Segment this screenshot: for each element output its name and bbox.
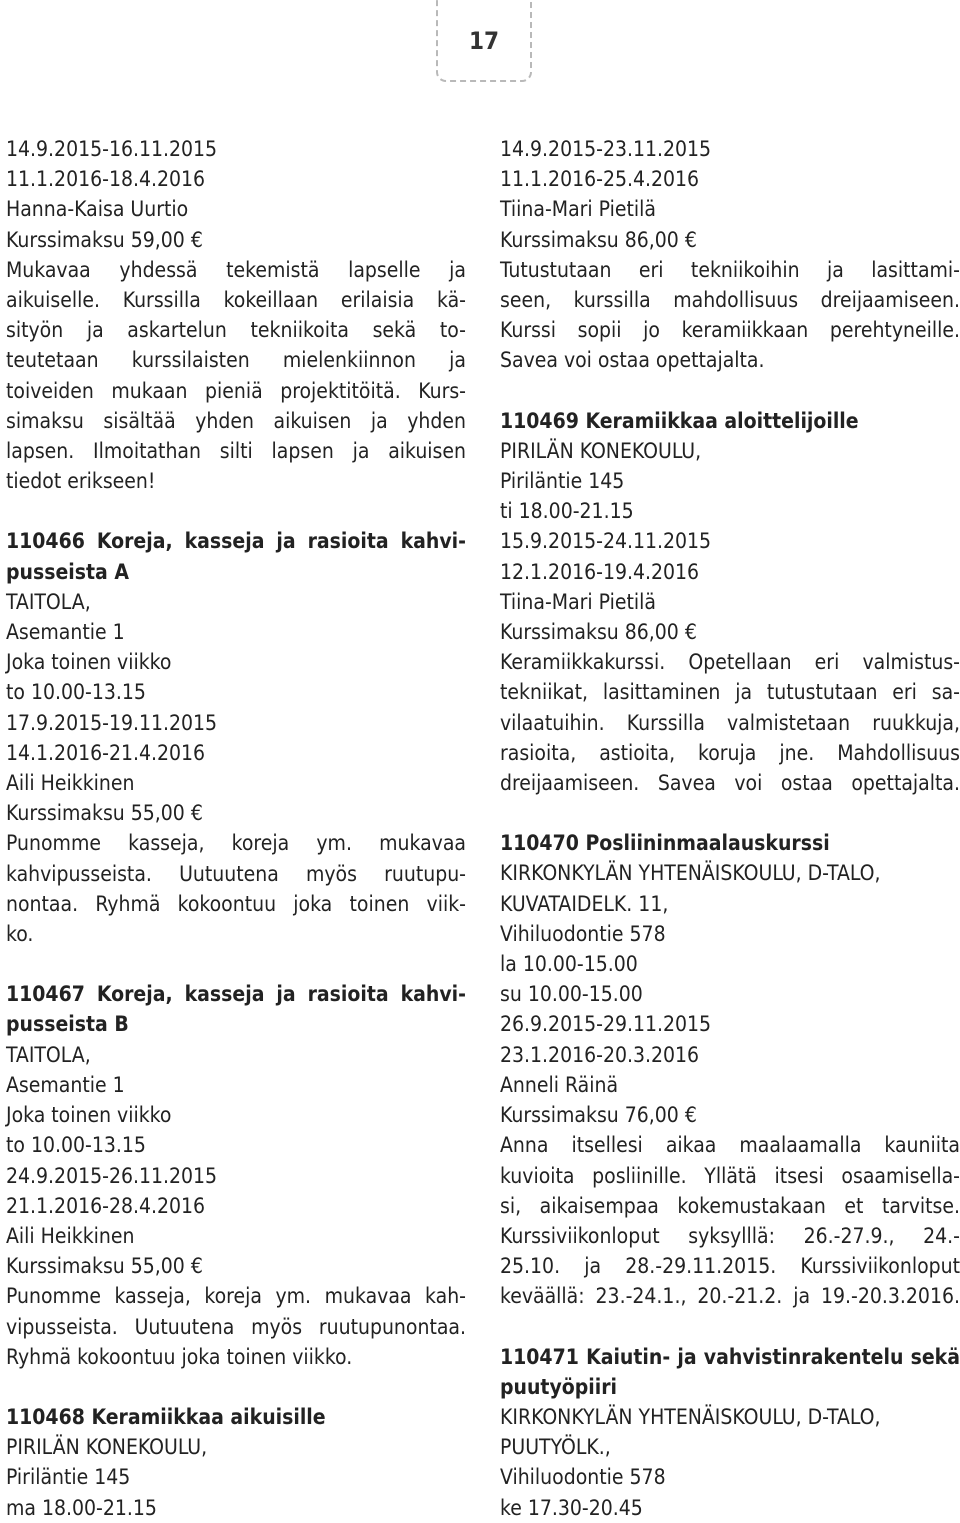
course-110471-details xyxy=(500,1402,960,1523)
text-line: KIRKONKYLÄN YHTENÄISKOULU, D-TALO, xyxy=(500,1404,881,1429)
course-110468-title xyxy=(6,1402,466,1432)
text-line: 15.9.2015-24.11.2015 xyxy=(500,529,712,554)
course-110471-title xyxy=(500,1342,960,1402)
text-line: ma 18.00-21.15 xyxy=(6,1495,157,1520)
text-line: Kurssimaksu 86,00 € xyxy=(500,620,697,645)
text-line: PIRILÄN KONEKOULU, xyxy=(6,1435,208,1460)
text-line: ko. xyxy=(6,922,34,947)
text-line: Ryhmä kokoontuu joka toinen viikko. xyxy=(6,1344,353,1369)
course-title-line: 110466 Koreja, kasseja ja rasioita kahvi- xyxy=(6,529,466,554)
text-line: 12.1.2016-19.4.2016 xyxy=(500,559,700,584)
text-line: Kurssimaksu 86,00 € xyxy=(500,227,697,252)
page-number-box xyxy=(436,0,532,82)
text-line: Keramiikkakurssi. Opetellaan eri valmistus- xyxy=(500,650,960,675)
course-110468-details xyxy=(6,1432,466,1523)
text-line: si, aikaisempaa kokemustakaan et tarvitse. xyxy=(500,1193,960,1218)
text-line: teutetaan kurssilaisten mielenkiinnon ja xyxy=(6,348,466,373)
text-line: rasioita, astioita, koruja jne. Mahdollisuus xyxy=(500,740,960,765)
text-line: simaksu sisältää yhden aikuisen ja yhden xyxy=(6,408,466,433)
text-line: la 10.00-15.00 xyxy=(500,952,638,977)
text-line: TAITOLA, xyxy=(6,589,91,614)
right-column xyxy=(500,134,960,1523)
course-110470-title xyxy=(500,828,960,858)
text-line: su 10.00-15.00 xyxy=(500,982,643,1007)
text-line: 23.1.2016-20.3.2016 xyxy=(500,1042,700,1067)
text-line: vilaatuihin. Kurssilla valmistetaan ruukkuja, xyxy=(500,710,960,735)
text-line: Vihiluodontie 578 xyxy=(500,921,666,946)
text-line: Kurssimaksu 59,00 € xyxy=(6,227,203,252)
text-line: Piriläntie 145 xyxy=(6,1465,131,1490)
text-line: Punomme kasseja, koreja ym. mukavaa kah- xyxy=(6,1284,466,1309)
text-line: tekniikat, lasittaminen ja tutustutaan eri sa- xyxy=(500,680,960,705)
text-line: TAITOLA, xyxy=(6,1042,91,1067)
text-line: ti 18.00-21.15 xyxy=(500,499,634,524)
text-line: tiedot erikseen! xyxy=(6,469,156,494)
course-intro-right xyxy=(500,134,960,376)
text-line: Kurssimaksu 55,00 € xyxy=(6,1254,203,1279)
text-line: 14.1.2016-21.4.2016 xyxy=(6,740,206,765)
text-line: sityön ja askartelun tekniikoita sekä to- xyxy=(6,318,466,343)
text-line: Savea voi ostaa opettajalta. xyxy=(500,348,765,373)
text-line: Kurssimaksu 76,00 € xyxy=(500,1103,697,1128)
text-line: Piriläntie 145 xyxy=(500,469,625,494)
text-line: Joka toinen viikko xyxy=(6,1103,172,1128)
text-line: 21.1.2016-28.4.2016 xyxy=(6,1193,206,1218)
course-110467-details xyxy=(6,1040,466,1372)
text-line: 11.1.2016-25.4.2016 xyxy=(500,167,700,192)
course-title-line: 110470 Posliininmaalauskurssi xyxy=(500,831,830,856)
course-title-line: 110468 Keramiikkaa aikuisille xyxy=(6,1404,326,1429)
text-line: lapsen. Ilmoitathan silti lapsen ja aikuisen xyxy=(6,439,466,464)
text-line: seen, kurssilla mahdollisuus dreijaamiseen. xyxy=(500,288,960,313)
text-line: aikuiselle. Kurssilla kokeillaan erilaisia kä- xyxy=(6,288,466,313)
text-line: Tiina-Mari Pietilä xyxy=(500,589,656,614)
text-line: Aili Heikkinen xyxy=(6,771,135,796)
text-line: Asemantie 1 xyxy=(6,1072,125,1097)
left-column xyxy=(6,134,466,1523)
page-number: 17 xyxy=(468,27,500,55)
course-110469-title xyxy=(500,406,960,436)
text-line: Anneli Räinä xyxy=(500,1072,619,1097)
text-line: vipusseista. Uutuutena myös ruutupunontaa. xyxy=(6,1314,466,1339)
text-line: Tiina-Mari Pietilä xyxy=(500,197,656,222)
text-line: Tutustutaan eri tekniikoihin ja lasittami- xyxy=(500,257,960,282)
text-line: Kurssi sopii jo keramiikkaan perehtyneille. xyxy=(500,318,960,343)
text-line: Kurssimaksu 55,00 € xyxy=(6,801,203,826)
course-title-line: 110471 Kaiutin- ja vahvistinrakentelu sekä xyxy=(500,1344,960,1369)
text-line: 17.9.2015-19.11.2015 xyxy=(6,710,218,735)
course-title-line: 110469 Keramiikkaa aloittelijoille xyxy=(500,408,859,433)
text-line: Asemantie 1 xyxy=(6,620,125,645)
text-line: kahvipusseista. Uutuutena myös ruutupu- xyxy=(6,861,466,886)
course-title-line: pusseista B xyxy=(6,1012,129,1037)
text-line: Punomme kasseja, koreja ym. mukavaa xyxy=(6,831,466,856)
text-line: nontaa. Ryhmä kokoontuu joka toinen viik- xyxy=(6,891,466,916)
text-line: Joka toinen viikko xyxy=(6,650,172,675)
course-110466-title xyxy=(6,526,466,586)
text-line: PIRILÄN KONEKOULU, xyxy=(500,438,702,463)
course-title-line: puutyöpiiri xyxy=(500,1374,618,1399)
text-line: dreijaamiseen. Savea voi ostaa opettajalta. xyxy=(500,771,960,796)
text-line: toiveiden mukaan pieniä projektitöitä. Kurs- xyxy=(6,378,466,403)
text-line: 14.9.2015-23.11.2015 xyxy=(500,137,712,161)
course-110467-title xyxy=(6,979,466,1039)
text-line: keväällä: 23.-24.1., 20.-21.2. ja 19.-20.3.2016. xyxy=(500,1284,960,1309)
text-line: Hanna-Kaisa Uurtio xyxy=(6,197,189,222)
text-line: 14.9.2015-16.11.2015 xyxy=(6,137,218,161)
text-line: Aili Heikkinen xyxy=(6,1223,135,1248)
text-line: 11.1.2016-18.4.2016 xyxy=(6,167,206,192)
text-line: 24.9.2015-26.11.2015 xyxy=(6,1163,218,1188)
course-110469-details xyxy=(500,436,960,798)
course-intro-left xyxy=(6,134,466,496)
text-line: Anna itsellesi aikaa maalaamalla kauniita xyxy=(500,1133,960,1158)
text-line: 25.10. ja 28.-29.11.2015. Kurssiviikonloput xyxy=(500,1254,960,1279)
text-line: PUUTYÖLK., xyxy=(500,1435,611,1460)
text-line: to 10.00-13.15 xyxy=(6,1133,146,1158)
text-line: to 10.00-13.15 xyxy=(6,680,146,705)
text-line: KIRKONKYLÄN YHTENÄISKOULU, D-TALO, xyxy=(500,861,881,886)
text-line: kuvioita posliinille. Yllätä itsesi osaamisella- xyxy=(500,1163,960,1188)
course-110466-details xyxy=(6,587,466,949)
text-line: 26.9.2015-29.11.2015 xyxy=(500,1012,712,1037)
text-line: Vihiluodontie 578 xyxy=(500,1465,666,1490)
text-line: Mukavaa yhdessä tekemistä lapselle ja xyxy=(6,257,466,282)
text-line: ke 17.30-20.45 xyxy=(500,1495,643,1520)
course-110470-details xyxy=(500,858,960,1311)
course-title-line: pusseista A xyxy=(6,559,129,584)
text-line: Kurssiviikonloput syksylllä: 26.-27.9., 24.- xyxy=(500,1223,960,1248)
text-line: KUVATAIDELK. 11, xyxy=(500,891,669,916)
course-title-line: 110467 Koreja, kasseja ja rasioita kahvi- xyxy=(6,982,466,1007)
